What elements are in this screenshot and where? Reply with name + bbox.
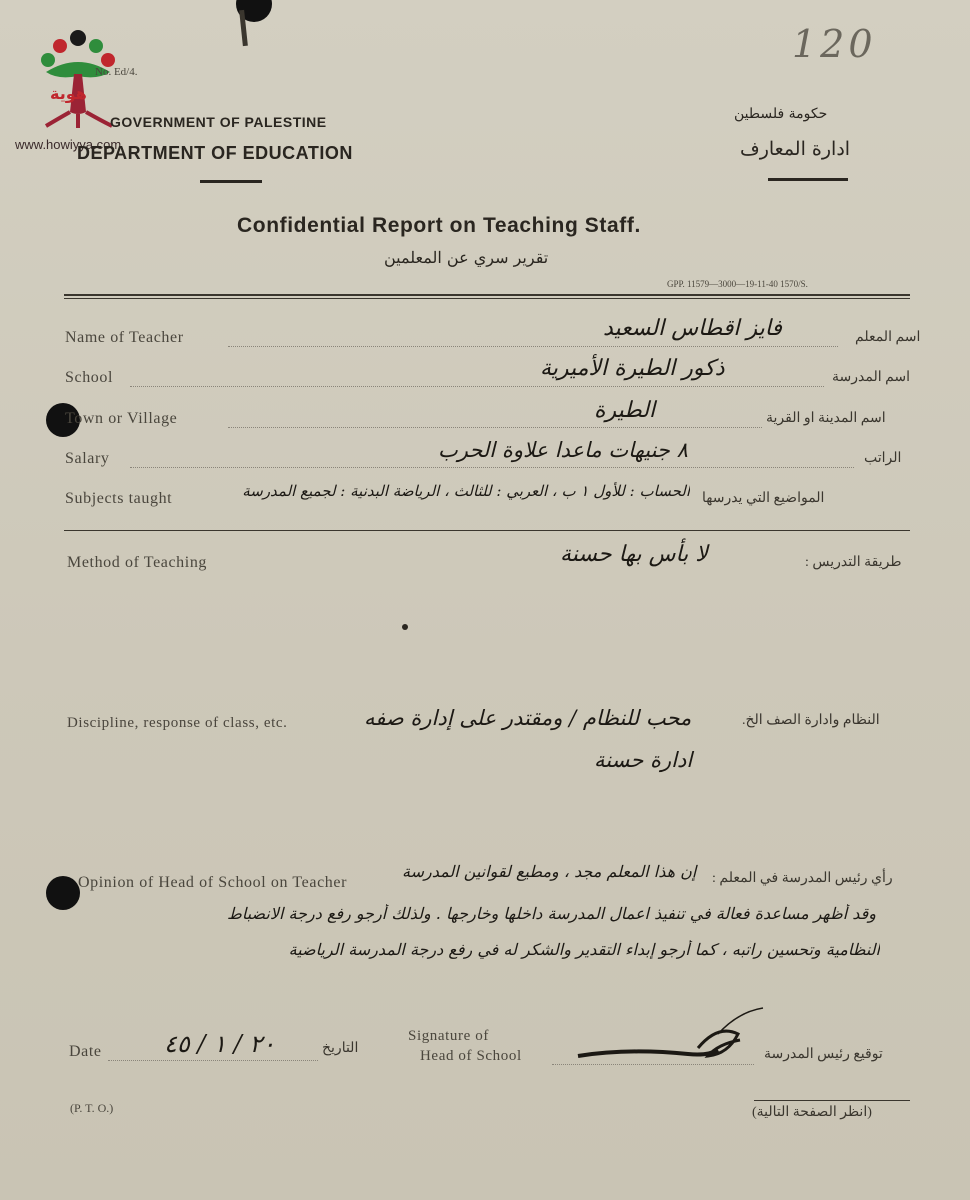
footer-rule: [754, 1100, 910, 1101]
subjects-value: الحساب : للأول ١ ب ، العربي : للثالث ، الرياضة البدنية : لجميع المدرسة: [242, 482, 690, 500]
report-title-en: Confidential Report on Teaching Staff.: [237, 214, 641, 237]
subjects-label-en: Subjects taught: [65, 490, 173, 507]
name-label-en: Name of Teacher: [65, 329, 184, 346]
page-number-handwritten: 120: [792, 22, 877, 66]
salary-label-en: Salary: [65, 450, 110, 467]
signature-icon: [568, 1004, 768, 1068]
signature-label-en-2: Head of School: [420, 1048, 522, 1064]
town-label-en: Town or Village: [65, 410, 178, 427]
signature-label-ar: توقيع رئيس المدرسة: [764, 1047, 883, 1062]
salary-dotted-line: [130, 467, 854, 468]
opinion-value-line3: النظامية وتحسين راتبه ، كما أرجو إبداء التقدير والشكر له في رفع درجة المدرسة الرياضية: [288, 940, 880, 959]
ink-dot: [402, 624, 408, 630]
title-rule-thin: [64, 298, 910, 299]
opinion-label-en: Opinion of Head of School on Teacher: [78, 874, 348, 891]
discipline-value-line2: ادارة حسنة: [594, 748, 693, 772]
method-label-ar: طريقة التدريس :: [805, 555, 902, 570]
header-divider-right: [768, 178, 848, 181]
signature-scribble: [568, 1004, 768, 1068]
department-title-en: DEPARTMENT OF EDUCATION: [77, 143, 353, 163]
salary-label-ar: الراتب: [864, 451, 902, 466]
date-value: ٢٠ / ١ / ٤٥: [164, 1030, 276, 1058]
town-label-ar: اسم المدينة او القرية: [766, 411, 886, 426]
subjects-label-ar: المواضيع التي يدرسها: [702, 491, 825, 506]
town-dotted-line: [228, 427, 762, 428]
town-value: الطيرة: [594, 398, 656, 423]
name-dotted-line: [228, 346, 838, 347]
title-rule-thick: [64, 294, 910, 296]
opinion-value-line2: وقد أظهر مساعدة فعالة في تنفيذ اعمال المدرسة داخلها وخارجها . ولذلك أرجو رفع درجة الانضباط: [227, 904, 876, 923]
pto-en: (P. T. O.): [70, 1101, 114, 1115]
school-label-en: School: [65, 369, 114, 386]
name-value: فايز اقطاس السعيد: [603, 316, 782, 341]
department-title-ar: ادارة المعارف: [740, 138, 851, 160]
school-dotted-line: [130, 386, 824, 387]
print-code: GPP. 11579—3000—19-11-40 1570/S.: [667, 279, 808, 289]
government-title-en: GOVERNMENT OF PALESTINE: [110, 114, 327, 130]
report-title-ar: تقرير سري عن المعلمين: [384, 248, 549, 267]
signature-label-en-1: Signature of: [408, 1028, 489, 1044]
salary-value: ٨ جنيهات ماعدا علاوة الحرب: [438, 438, 688, 462]
discipline-value-line1: محب للنظام / ومقتدر على إدارة صفه: [364, 706, 692, 730]
opinion-label-ar: رأي رئيس المدرسة في المعلم :: [712, 871, 893, 886]
method-label-en: Method of Teaching: [67, 554, 208, 571]
watermark-logo-text: هوية: [50, 84, 87, 103]
discipline-label-ar: النظام وادارة الصف الخ.: [742, 713, 880, 728]
school-value: ذكور الطيرة الأميرية: [540, 356, 725, 381]
opinion-value-line1: إن هذا المعلم مجد ، ومطيع لقوانين المدرسة: [402, 862, 697, 881]
pto-ar: (انظر الصفحة التالية): [752, 1105, 872, 1120]
section-rule: [64, 530, 910, 531]
watermark-url: www.howiyya.com: [15, 137, 122, 152]
header-divider-left: [200, 180, 262, 183]
date-dotted-line: [108, 1060, 318, 1061]
form-number: No. Ed/4.: [95, 66, 138, 78]
name-label-ar: اسم المعلم: [855, 330, 921, 345]
method-value: لا بأس بها حسنة: [560, 542, 708, 567]
discipline-label-en: Discipline, response of class, etc.: [67, 715, 288, 731]
date-label-en: Date: [69, 1043, 102, 1060]
school-label-ar: اسم المدرسة: [832, 370, 911, 385]
date-label-ar: التاريخ: [322, 1041, 359, 1056]
government-title-ar: حكومة فلسطين: [734, 106, 828, 122]
